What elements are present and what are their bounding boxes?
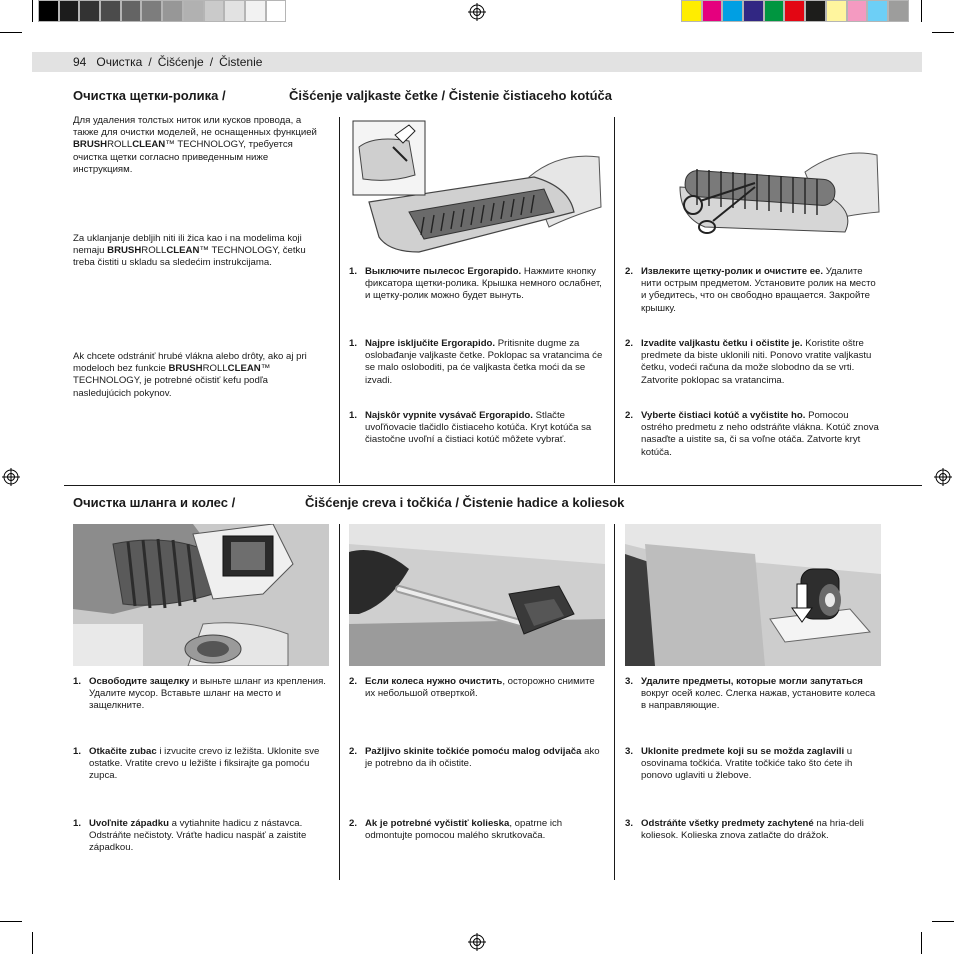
hose-release-illustration [73,524,329,666]
brushroll-release-illustration [349,117,605,257]
brushroll-step-2-ru: 2. Извлеките щетку-ролик и очистите ее. Удалите нити острым предметом. Установите ролик на место и убедитесь, что он свободно вращается. Закройте крышку. [625,266,876,314]
registration-mark-icon [468,933,486,951]
color-swatch [224,0,245,22]
crop-mark [921,0,922,22]
intro-ru: Для удаления толстых ниток или кусков провода, а также для очистки моделей, не оснащенных функцией BRUSHROLLCLEAN™ TECHNOLOGY, требуется очистка щетки согласно приведенным ниже инструкциям. [73,115,317,175]
wheel-reinstall-illustration [625,524,881,666]
crop-mark [932,32,954,33]
intro-hr: Za uklanjanje debljih niti ili žica kao i na modelima koji nemaju BRUSHROLLCLEAN™ TECHNOLOGY, četku treba čistiti u skladu sa sledećim instrukcijama. [73,233,306,269]
column-divider [614,117,615,483]
crop-mark [32,932,33,954]
breadcrumb-hr: Čišćenje [157,55,204,69]
page-header [32,52,922,72]
hose-step-1-ru: 1. Освободите защелку и выньте шланг из крепления. Удалите мусор. Вставьте шланг на место и защелкните. [73,676,326,712]
crop-mark [932,921,954,922]
color-swatch [183,0,204,22]
color-swatch [847,0,868,22]
section-divider [64,485,922,486]
color-swatch [722,0,743,22]
column-divider [614,524,615,880]
brushroll-step-1-ru: 1. Выключите пылесос Ergorapido. Нажмите кнопку фиксатора щетки-ролика. Крышка немного ослабнет, и щетку-ролик можно будет вынуть. [349,266,602,302]
intro-sk: Ak chcete odstrániť hrubé vlákna alebo drôty, ako aj pri modeloch bez funkcie BRUSHROLLCLEAN™ TECHNOLOGY, je potrebné očistiť kefu podľa nasledujúcich pokynov. [73,351,307,399]
color-swatch [59,0,80,22]
column-divider [339,117,340,483]
color-swatch [162,0,183,22]
brushroll-step-1-sk: 1. Najskôr vypnite vysávač Ergorapido. Stlačte uvoľňovacie tlačidlo čistiaceho kotúča. Kryt kotúča sa čiastočne uvoľní a čistiaci kotúč môžete vybrať. [349,410,592,446]
wheel-step-3-sk: 3. Odstráňte všetky predmety zachytené na hria-deli koliesok. Kolieska znova zatlačte do drážok. [625,818,864,842]
wheel-removal-illustration [349,524,605,666]
page-number: 94 [73,55,87,69]
color-swatch [100,0,121,22]
color-swatch [38,0,59,22]
hose-step-1-sk: 1. Uvoľnite západku a vytiahnite hadicu z nástavca. Odstráňte nečistoty. Vráťte hadicu naspäť a zaistite západkou. [73,818,307,854]
breadcrumb-ru: Очистка [96,55,143,69]
registration-mark-icon [2,468,20,486]
wheel-step-2-sk: 2. Ak je potrebné vyčistiť kolieska, opatrne ich odmontujte pomocou malého skrutkovača. [349,818,563,842]
wheel-step-2-ru: 2. Если колеса нужно очистить, осторожно снимите их небольшой отверткой. [349,676,595,700]
brushroll-cleaning-illustration [625,117,881,257]
color-swatch [702,0,723,22]
section2-title-hr-sk: Čišćenje creva i točkića / Čistenie hadice a koliesok [305,495,625,510]
wheel-step-3-ru: 3. Удалите предметы, которые могли запутаться вокруг осей колес. Слегка нажав, установите колеса в направляющие. [625,676,876,712]
color-swatch [888,0,909,22]
color-swatch [764,0,785,22]
wheel-step-2-hr: 2. Pažljivo skinite točkiće pomoću malog odvijača ako je potrebno da ih očistite. [349,746,600,770]
crop-mark [0,32,22,33]
column-divider [339,524,340,880]
breadcrumb-sk: Čistenie [219,55,263,69]
registration-mark-icon [934,468,952,486]
section1-title-hr-sk: Čišćenje valjkaste četke / Čistenie čistiaceho kotúča [289,88,612,103]
color-swatch [141,0,162,22]
color-swatch [805,0,826,22]
color-swatch [784,0,805,22]
color-swatch [245,0,266,22]
brushroll-step-1-hr: 1. Najpre isključite Ergorapido. Pritisnite dugme za oslobađanje valjkaste četke. Poklopac sa vratancima će se malo osloboditi, pa će valjkasta četka moći da se izvadi. [349,338,603,386]
color-swatch [121,0,142,22]
color-swatch [204,0,225,22]
crop-mark [32,0,33,22]
hose-step-1-hr: 1. Otkačite zubac i izvucite crevo iz ležišta. Uklonite sve ostatke. Vratite crevo u ležište i fiksirajte ga pomoću zupca. [73,746,320,782]
color-swatch [867,0,888,22]
section2-title-ru: Очистка шланга и колес / [73,495,236,510]
wheel-step-3-hr: 3. Uklonite predmete koji su se možda zaglavili u osovinama točkića. Vratite točkiće tako što ćete ih ponovo uglaviti u žlebove. [625,746,853,782]
section1-title-ru: Очистка щетки-ролика / [73,88,226,103]
process-color-bar [681,0,909,22]
grayscale-color-bar [38,0,286,22]
brushroll-step-2-hr: 2. Izvadite valjkastu četku i očistite je. Koristite oštre predmete da biste uklonili niti. Ponovo vratite valjkastu četku, vodeći računa da može slobodno da se vrti. Zatvorite poklopac sa vratancima. [625,338,872,386]
color-swatch [743,0,764,22]
color-swatch [79,0,100,22]
crop-mark [921,932,922,954]
color-swatch [826,0,847,22]
breadcrumb-separator: / [148,55,152,69]
color-swatch [681,0,702,22]
brushroll-step-2-sk: 2. Vyberte čistiaci kotúč a vyčistite ho. Pomocou ostrého predmetu z neho odstráňte vlákna. Kotúč znova nasaďte a uistite sa, či sa voľne otáča. Zatvorte kryt kotúča. [625,410,879,458]
breadcrumb-separator: / [209,55,214,69]
color-swatch [266,0,287,22]
crop-mark [0,921,22,922]
registration-mark-icon [468,3,486,21]
